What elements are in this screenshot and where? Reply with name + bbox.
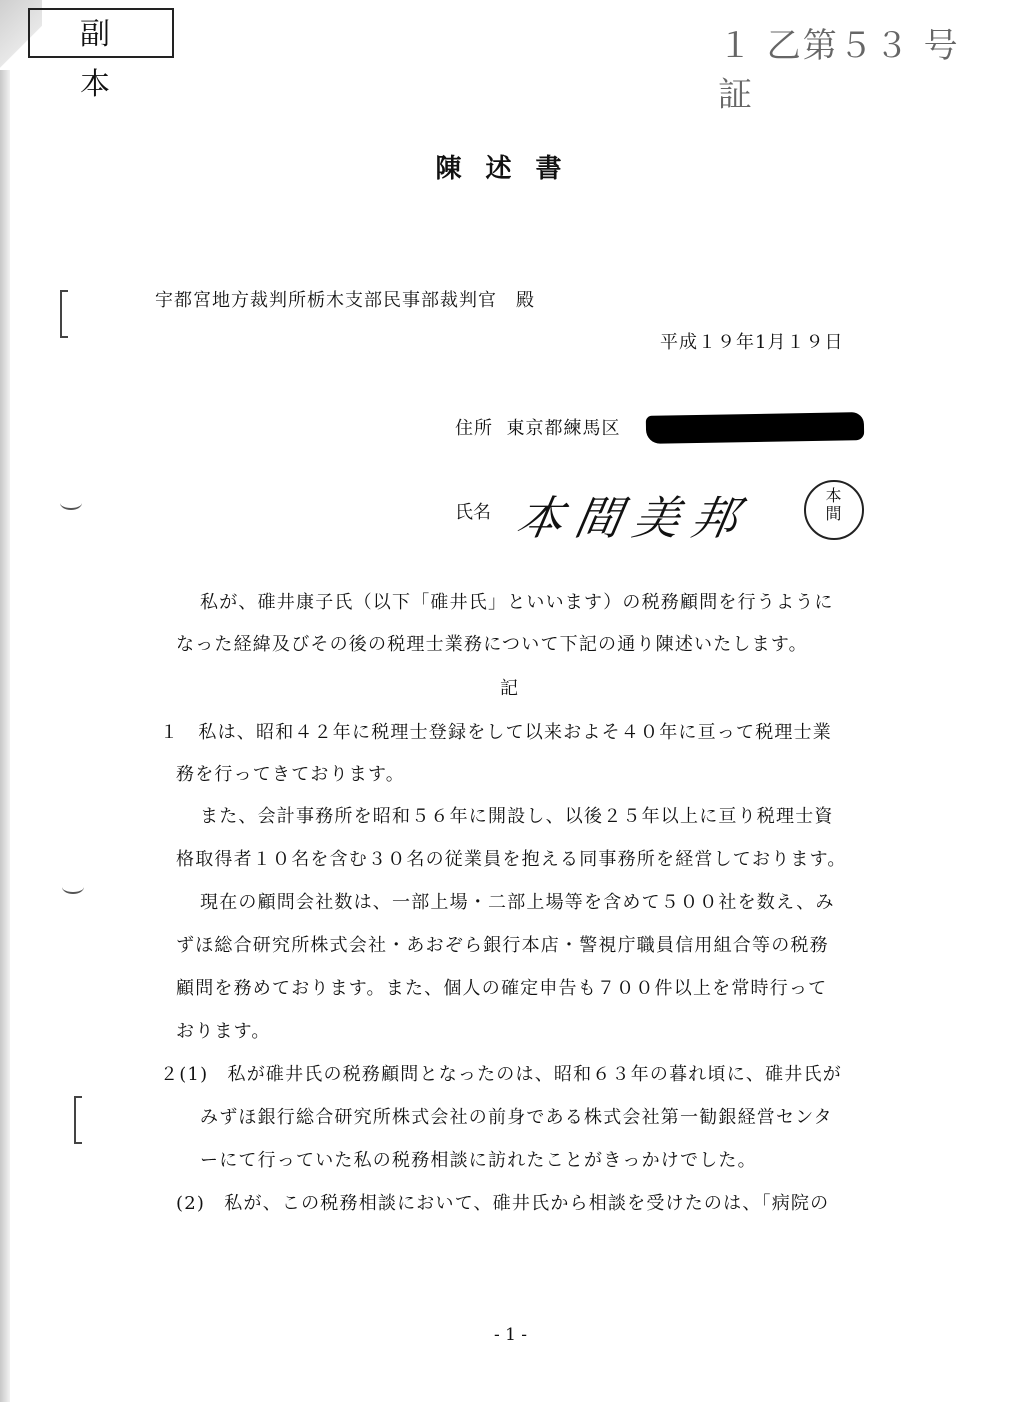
paragraph-line: 務を行ってきております。 xyxy=(176,764,405,785)
paragraph-line: (2) 私が、この税務相談において、碓井氏から相談を受けたのは、「病院の xyxy=(176,1193,830,1214)
paragraph-line: 現在の顧問会社数は、一部上場・二部上場等を含めて５００社を数え、み xyxy=(200,892,835,913)
name-label: 氏名 xyxy=(455,502,491,523)
address-value: 東京都練馬区 xyxy=(506,418,621,439)
paragraph-line: また、会計事務所を昭和５６年に開設し、以後２５年以上に亘り税理士資 xyxy=(200,806,834,827)
paragraph-line: ーにて行っていた私の税務相談に訪れたことがきっかけでした。 xyxy=(200,1150,757,1171)
copy-stamp: 副本 xyxy=(28,8,174,58)
exhibit-number: １ 乙第５３ 号証 xyxy=(718,26,960,115)
paragraph-line: みずほ銀行総合研究所株式会社の前身である株式会社第一勧銀経営センタ xyxy=(200,1107,833,1128)
paragraph-line: 顧問を務めております。また、個人の確定申告も７００件以上を常時行って xyxy=(176,978,828,999)
intro-line: なった経緯及びその後の税理士業務について下記の通り陳述いたします。 xyxy=(176,634,808,655)
paragraph-line: ２(1) 私が碓井氏の税務顧問となったのは、昭和６３年の暮れ頃に、碓井氏が xyxy=(160,1064,842,1085)
paragraph-line: １ 私は、昭和４２年に税理士登録をして以来およそ４０年に亘って税理士業 xyxy=(160,722,832,743)
handwritten-signature: 本間美邦 xyxy=(512,491,755,545)
page-number: - 1 - xyxy=(493,1325,528,1345)
document-date: 平成１９年1月１９日 xyxy=(660,332,844,353)
address-label: 住所 xyxy=(455,418,493,439)
ki-heading: 記 xyxy=(500,678,518,699)
paragraph-line: 格取得者１０名を含む３０名の従業員を抱える同事務所を経営しております。 xyxy=(176,849,847,870)
punch-hole-mark xyxy=(62,880,84,894)
punch-hole-mark xyxy=(60,496,82,510)
intro-line: 私が、碓井康子氏（以下「碓井氏」といいます）の税務顧問を行うように xyxy=(200,592,834,613)
binding-mark xyxy=(74,1096,82,1144)
document-title: 陳述書 xyxy=(435,154,586,184)
paragraph-line: ずほ総合研究所株式会社・あおぞら銀行本店・警視庁職員信用組合等の税務 xyxy=(176,935,829,956)
address-line xyxy=(455,414,620,440)
redaction-mark xyxy=(646,412,864,444)
personal-seal: 本 間 xyxy=(804,480,864,540)
addressee: 宇都宮地方裁判所栃木支部民事部裁判官 殿 xyxy=(155,290,535,311)
page-edge-shadow xyxy=(0,0,10,1402)
paragraph-line: おります。 xyxy=(176,1021,271,1042)
binding-mark xyxy=(60,290,68,338)
